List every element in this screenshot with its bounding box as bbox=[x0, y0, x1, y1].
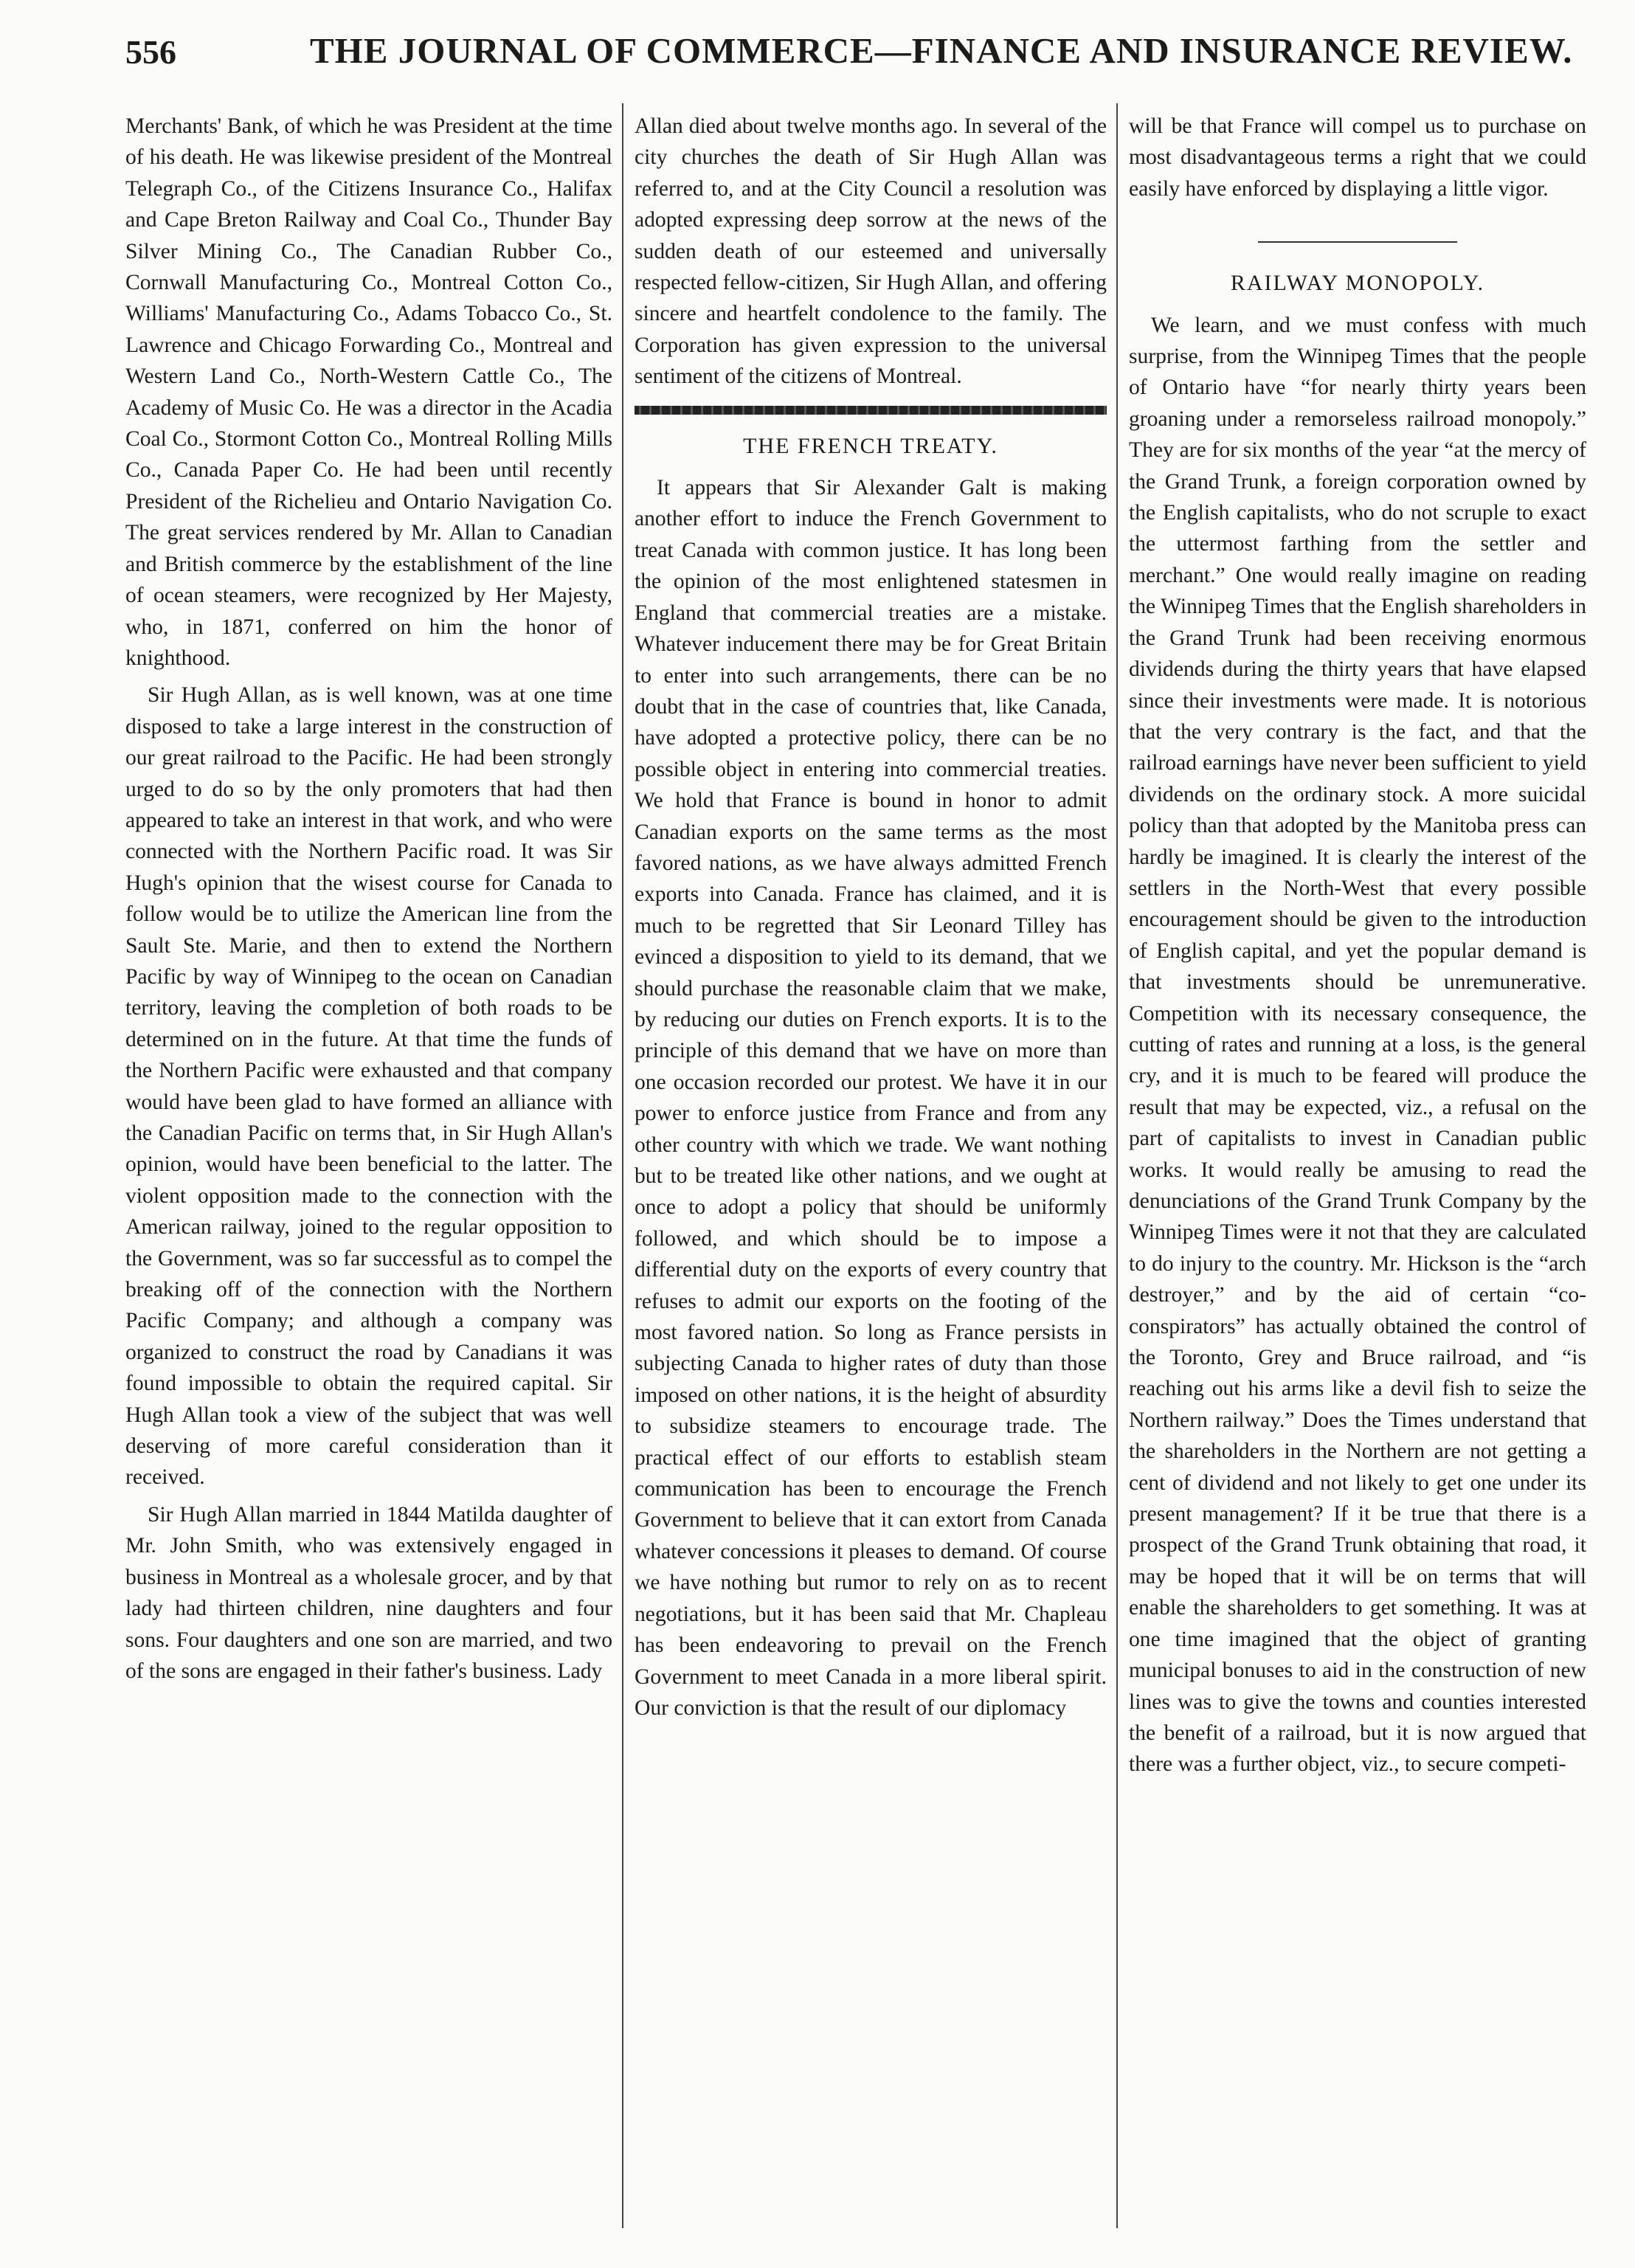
section-separator-rule bbox=[635, 406, 1107, 415]
obituary-continued-paragraph: Merchants' Bank, of which he was President at the time of his death. He was likewise president of the Montreal Telegraph Co., of the Citizens Insurance Co., Halifax and Cape Breton Railway and Coal Co., Thunder Bay Silver Mining Co., The Canadian Rubber Co., Cornwall Manufacturing Co., Montreal Cotton Co., Williams' Manufacturing Co., Adams Tobacco Co., St. Lawrence and Chicago Forwarding Co., Montreal and Western Land Co., North-Western Cattle Co., The Academy of Music Co. He was a director in the Acadia Coal Co., Stormont Cotton Co., Montreal Rolling Mills Co., Canada Paper Co. He had been until recently President of the Richelieu and Ontario Navigation Co. The great services rendered by Mr. Allan to Canadian and British commerce by the establishment of the line of ocean steamers, were recognized by Her Majesty, who, in 1871, conferred on him the honor of knighthood. bbox=[125, 114, 612, 670]
running-title: THE JOURNAL OF COMMERCE—FINANCE AND INSURANCE REVIEW. bbox=[310, 30, 1573, 71]
french-treaty-paragraph: It appears that Sir Alexander Galt is making another effort to induce the French Government to treat Canada with common justice. It has long been the opinion of the most enlightened statesmen in England that commercial treaties are a mistake. Whatever inducement there may be for Great Britain to enter into such arrangements, there can be no doubt that in the case of countries that, like Canada, have adopted a protective policy, there can be no possible object in entering into commercial treaties. We hold that France is bound in honor to admit Canadian exports on the same terms as the most favored nations, as we have always admitted French exports into Canada. France has claimed, and it is much to be regretted that Sir Leonard Tilley has evinced a disposition to yield to its demand, that we should purchase the reasonable claim that we make, by reducing our duties on French exports. It is to the principle of this demand that we have on more than one occasion recorded our protest. We have it in our power to enforce justice from France and from any other country with which we trade. We want nothing but to be treated like other nations, and we ought at once to adopt a policy that should be uniformly followed, and which should be to impose a differential duty on the exports of every country that refuses to admit our exports on the footing of the most favored nation. So long as France persists in subjecting Canada to higher rates of duty than those imposed on other nations, it is the height of absurdity to subsidize steamers to encourage trade. The practical effect of our efforts to establish steam communication has been to encourage the French Government to believe that it can extort from Canada whatever concessions it pleases to demand. Of course we have nothing but rumor to rely on as to recent negotiations, but it has been said that Mr. Chapleau has been endeavoring to prevail on the French Government to meet Canada in a more liberal spirit. Our conviction is that the result of our diplomacy bbox=[635, 476, 1107, 1720]
column-right bbox=[1129, 111, 1586, 1786]
page-header bbox=[125, 30, 1586, 81]
french-treaty-continued-paragraph: will be that France will compel us to purchase on most disadvantageous terms a right that we could easily have enforced by displaying a little vigor. bbox=[1129, 114, 1586, 201]
railway-monopoly-paragraph: We learn, and we must confess with much surprise, from the Winnipeg Times that the people of Ontario have “for nearly thirty years been groaning under a remorseless railroad monopoly.” They are for six months of the year “at the mercy of the Grand Trunk, a foreign corporation owned by the English capitalists, who do not scruple to exact the uttermost farthing from the settler and merchant.” One would really imagine on reading the Winnipeg Times that the English shareholders in the Grand Trunk had been receiving enormous dividends during the thirty years that have elapsed since their investments were made. It is notorious that the very contrary is the fact, and that the railroad earnings have never been sufficient to yield dividends on the ordinary stock. A more suicidal policy than that adopted by the Manitoba press can hardly be imagined. It is clearly the interest of the settlers in the North-West that every possible encouragement should be given to the introduction of English capital, and yet the popular demand is that investments should be unremunerative. Competition with its necessary consequence, the cutting of rates and running at a loss, is the general cry, and it is much to be feared will produce the result that may be expected, viz., a refusal on the part of capitalists to invest in Canadian public works. It would really be amusing to read the denunciations of the Grand Trunk Company by the Winnipeg Times were it not that they are calculated to do injury to the country. Mr. Hickson is the “arch destroyer,” and by the aid of certain “co-conspirators” has actually obtained the control of the Toronto, Grey and Bruce railroad, and “is reaching out his arms like a devil fish to seize the Northern railway.” Does the Times understand that the shareholders in the Northern are not getting a cent of dividend and not likely to get one under its present management? If it be true that there is a prospect of the Grand Trunk obtaining that road, it may be hoped that it will be on terms that will enable the shareholders to get something. It was at one time imagined that the object of granting municipal bonuses to aid in the construction of new lines was to give the towns and counties interested the benefit of a railroad, but it is now argued that there was a further object, viz., to secure competi- bbox=[1129, 313, 1586, 1777]
column-divider-right bbox=[1116, 103, 1118, 2228]
column-divider-left bbox=[622, 103, 623, 2228]
obituary-final-paragraph: Allan died about twelve months ago. In several of the city churches the death of Sir Hugh Allan was referred to, and at the City Council a resolution was adopted expressing deep sorrow at the news of the sudden death of our esteemed and universally respected fellow-citizen, Sir Hugh Allan, and offering sincere and heartfelt condolence to the family. The Corporation has given expression to the universal sentiment of the citizens of Montreal. bbox=[635, 114, 1107, 389]
column-middle bbox=[635, 111, 1107, 1729]
page-number: 556 bbox=[125, 33, 176, 71]
obituary-family-paragraph: Sir Hugh Allan married in 1844 Matilda daughter of Mr. John Smith, who was extensively engaged in business in Montreal as a wholesale grocer, and by that lady had thirteen children, nine daughters and four sons. Four daughters and one son are married, and two of the sons are engaged in their father's business. Lady bbox=[125, 1502, 612, 1683]
railway-monopoly-heading: RAILWAY MONOPOLY. bbox=[1230, 271, 1485, 296]
column-left bbox=[125, 111, 612, 1693]
article-separator-rule bbox=[1258, 241, 1457, 243]
obituary-railroad-paragraph: Sir Hugh Allan, as is well known, was at one time disposed to take a large interest in the construction of our great railroad to the Pacific. He had been strongly urged to do so by the only promoters that had then appeared to take an interest in that work, and who were connected with the Northern Pacific road. It was Sir Hugh's opinion that the wisest course for Canada to follow would be to utilize the American line from the Sault Ste. Marie, and then to extend the Northern Pacific by way of Winnipeg to the ocean on Canadian territory, leaving the completion of both roads to be determined on in the future. At that time the funds of the Northern Pacific were exhausted and that company would have been glad to have formed an alliance with the Canadian Pacific on terms that, in Sir Hugh Allan's opinion, would have been beneficial to the latter. The violent opposition made to the connection with the American railway, joined to the regular opposition to the Government, was so far successful as to compel the breaking off of the connection with the Northern Pacific Company; and although a company was organized to construct the road by Canadians it was found impossible to obtain the required capital. Sir Hugh Allan took a view of the subject that was well deserving of more careful consideration than it received. bbox=[125, 683, 612, 1490]
french-treaty-heading: THE FRENCH TREATY. bbox=[743, 433, 998, 458]
